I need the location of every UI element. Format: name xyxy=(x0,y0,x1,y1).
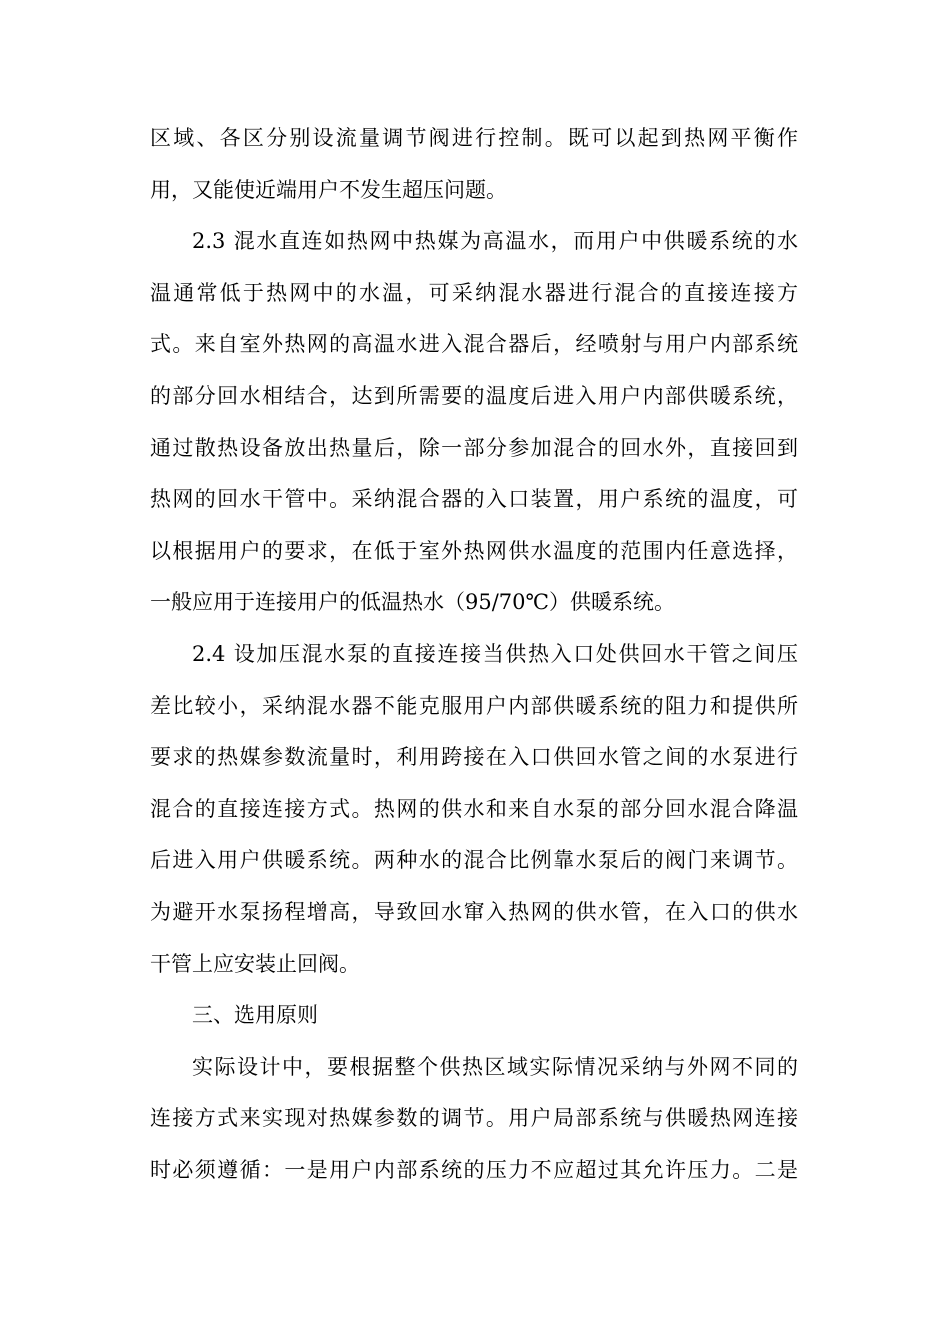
text-line: 区域、各区分别设流量调节阀进行控制。既可以起到热网平衡作 xyxy=(150,126,798,150)
text-line: 差比较小，采纳混水器不能克服用户内部供暖系统的阻力和提供所 xyxy=(150,693,798,718)
text-line: 以根据用户的要求，在低于室外热网供水温度的范围内任意选择， xyxy=(150,538,798,563)
document-body xyxy=(150,113,798,1196)
text-line: 实际设计中，要根据整个供热区域实际情况采纳与外网不同的 xyxy=(192,1054,798,1079)
text-line: 时必须遵循：一是用户内部系统的压力不应超过其允许压力。二是 xyxy=(150,1157,798,1182)
text-line: 温通常低于热网中的水温，可采纳混水器进行混合的直接连接方 xyxy=(150,280,798,305)
text-line: 为避开水泵扬程增高，导致回水窜入热网的供水管，在入口的供水 xyxy=(150,899,798,924)
text-line: 要求的热媒参数流量时，利用跨接在入口供回水管之间的水泵进行 xyxy=(150,745,798,770)
text-line: 后进入用户供暖系统。两种水的混合比例靠水泵后的阀门来调节。 xyxy=(150,848,798,873)
text-line: 式。来自室外热网的高温水进入混合器后，经喷射与用户内部系统 xyxy=(150,332,798,357)
text-line: 2.3 混水直连如热网中热媒为高温水，而用户中供暖系统的水 xyxy=(192,229,798,254)
text-line: 用，又能使近端用户不发生超压问题。 xyxy=(150,177,507,202)
text-line: 干管上应安装止回阀。 xyxy=(150,951,360,976)
text-line: 热网的回水干管中。采纳混合器的入口装置，用户系统的温度，可 xyxy=(150,487,798,512)
text-line: 连接方式来实现对热媒参数的调节。用户局部系统与供暖热网连接 xyxy=(150,1106,798,1131)
text-line: 三、选用原则 xyxy=(192,1003,318,1028)
text-line: 一般应用于连接用户的低温热水（95/70℃）供暖系统。 xyxy=(150,590,676,615)
text-line: 的部分回水相结合，达到所需要的温度后进入用户内部供暖系统， xyxy=(150,383,798,408)
text-line: 混合的直接连接方式。热网的供水和来自水泵的部分回水混合降温 xyxy=(150,796,798,821)
text-line: 2.4 设加压混水泵的直接连接当供热入口处供回水干管之间压 xyxy=(192,641,798,666)
text-line: 通过散热设备放出热量后，除一部分参加混合的回水外，直接回到 xyxy=(150,435,798,460)
